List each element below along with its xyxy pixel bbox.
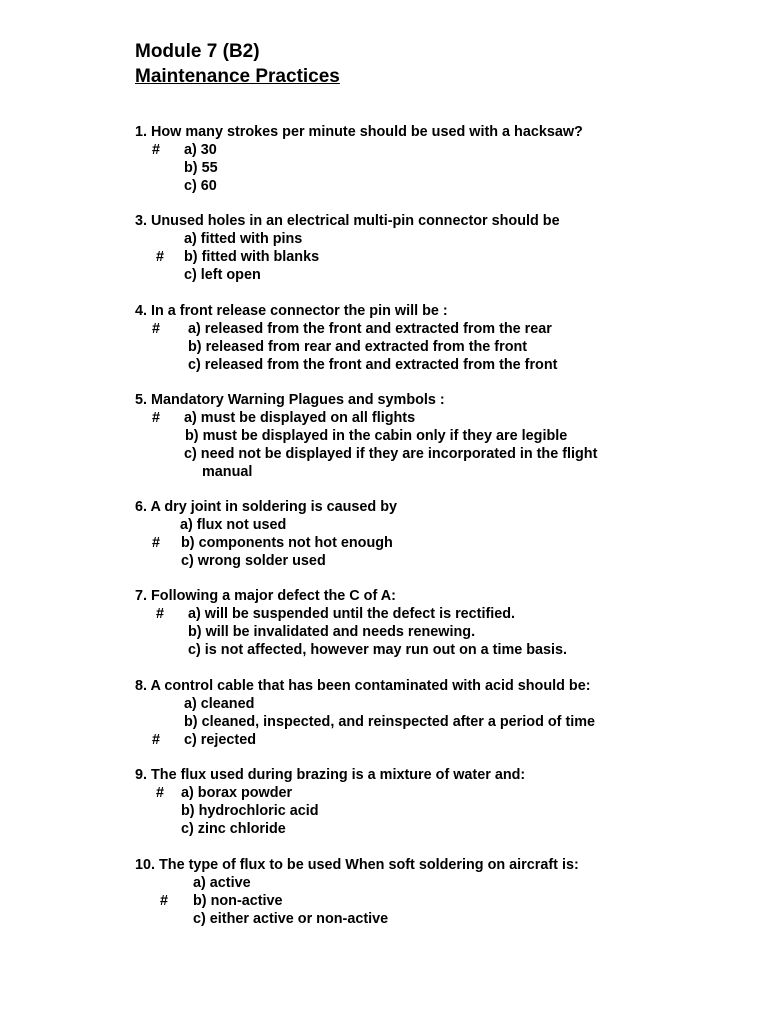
question-stem: 3. Unused holes in an electrical multi-pin connector should be [135,213,560,229]
answer-mark: # [160,893,169,909]
question-stem: 7. Following a major defect the C of A: [135,588,396,604]
answer-mark: # [156,249,165,265]
question-1 [135,123,583,195]
option-c: c) rejected [184,732,256,748]
option-b: b) released from rear and extracted from the front [188,339,528,355]
option-b: b) hydrochloric acid [181,803,319,819]
option-b: b) must be displayed in the cabin only if they are legible [185,428,568,444]
question-8 [135,677,596,749]
module-title: Module 7 (B2) [135,41,260,62]
question-stem: 5. Mandatory Warning Plagues and symbols : [135,392,445,408]
question-4 [135,302,558,374]
question-5 [135,391,598,481]
option-b: b) components not hot enough [181,535,393,551]
question-stem: 10. The type of flux to be used When soft soldering on aircraft is: [135,857,579,873]
option-b: b) 55 [184,160,218,176]
option-b: b) will be invalidated and needs renewing. [188,624,476,640]
option-b: b) cleaned, inspected, and reinspected after a period of time [184,714,596,730]
option-a: a) released from the front and extracted from the rear [188,321,552,337]
answer-mark: # [152,410,161,426]
question-stem: 4. In a front release connector the pin will be : [135,303,448,319]
question-6 [135,498,397,570]
option-c: c) need not be displayed if they are incorporated in the flight [184,446,598,462]
option-c-continuation: manual [202,464,253,480]
option-c: c) 60 [184,178,217,194]
question-7 [135,587,568,659]
question-stem: 6. A dry joint in soldering is caused by [135,499,398,515]
question-stem: 1. How many strokes per minute should be used with a hacksaw? [135,124,583,140]
answer-mark: # [152,535,161,551]
answer-mark: # [152,142,161,158]
question-10 [135,856,579,928]
option-c: c) released from the front and extracted from the front [188,357,558,373]
option-a: a) active [193,875,251,891]
option-a: a) 30 [184,142,217,158]
option-c: c) either active or non-active [193,911,389,927]
option-a: a) cleaned [184,696,255,712]
question-stem: 9. The flux used during brazing is a mixture of water and: [135,767,526,783]
question-9 [135,766,525,838]
option-c: c) wrong solder used [181,553,326,569]
answer-mark: # [156,606,165,622]
answer-mark: # [156,785,165,801]
option-c: c) zinc chloride [181,821,286,837]
answer-mark: # [152,321,161,337]
option-c: c) left open [184,267,261,283]
answer-mark: # [152,732,161,748]
option-a: a) fitted with pins [184,231,303,247]
option-c: c) is not affected, however may run out on a time basis. [188,642,568,658]
question-stem: 8. A control cable that has been contaminated with acid should be: [135,678,591,694]
option-a: a) flux not used [180,517,287,533]
subject-title: Maintenance Practices [135,66,340,87]
option-b: b) non-active [193,893,283,909]
question-3 [135,212,560,284]
option-a: a) will be suspended until the defect is rectified. [188,606,516,622]
option-a: a) must be displayed on all flights [184,410,416,426]
option-b: b) fitted with blanks [184,249,320,265]
option-a: a) borax powder [181,785,293,801]
